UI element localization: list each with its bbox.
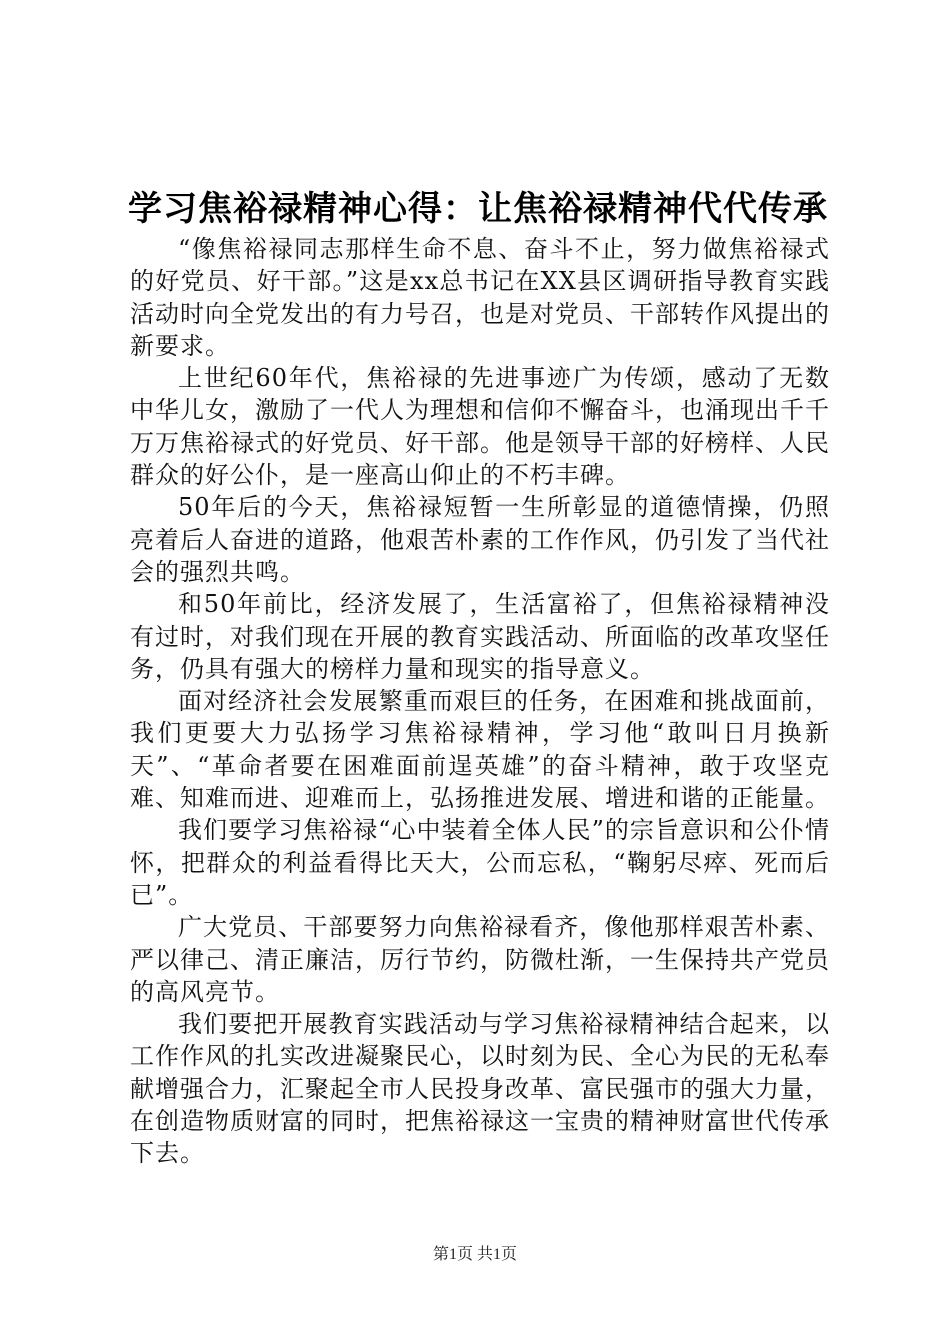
paragraph-3: 50年后的今天，焦裕禄短暂一生所彰显的道德情操，仍照亮着后人奋进的道路，他艰苦朴素的工作作风，仍引发了当代社会的强烈共鸣。 (130, 493, 830, 586)
paragraph-8: 我们要把开展教育实践活动与学习焦裕禄精神结合起来，以工作作风的扎实改进凝聚民心，以时刻为民、全心为民的无私奉献增强合力，汇聚起全市人民投身改革、富民强市的强大力量，在创造物质财富的同时，把焦裕禄这一宝贵的精神财富世代传承下去。 (130, 1010, 830, 1168)
paragraph-4: 和50年前比，经济发展了，生活富裕了，但焦裕禄精神没有过时，对我们现在开展的教育实践活动、所面临的改革攻坚任务，仍具有强大的榜样力量和现实的指导意义。 (130, 590, 830, 683)
paragraph-6: 我们要学习焦裕禄“心中装着全体人民”的宗旨意识和公仆情怀，把群众的利益看得比天大，公而忘私，“鞠躬尽瘁、死而后已”。 (130, 816, 830, 909)
page-number-footer: 第1页 共1页 (432, 1246, 517, 1263)
document-title: 学习焦裕禄精神心得：让焦裕禄精神代代传承 (128, 189, 828, 229)
paragraph-2: 上世纪60年代，焦裕禄的先进事迹广为传颂，感动了无数中华儿女，激励了一代人为理想和信仰不懈奋斗，也涌现出千千万万焦裕禄式的好党员、好干部。他是领导干部的好榜样、人民群众的好公仆，是一座高山仰止的不朽丰碑。 (130, 364, 830, 490)
paragraph-1: “像焦裕禄同志那样生命不息、奋斗不止，努力做焦裕禄式的好党员、好干部。”这是xx总书记在XX县区调研指导教育实践活动时向全党发出的有力号召，也是对党员、干部转作风提出的新要求。 (130, 235, 830, 360)
document-body (130, 233, 830, 1170)
paragraph-7: 广大党员、干部要努力向焦裕禄看齐，像他那样艰苦朴素、严以律己、清正廉洁，厉行节约，防微杜渐，一生保持共产党员的高风亮节。 (130, 913, 830, 1006)
paragraph-5: 面对经济社会发展繁重而艰巨的任务，在困难和挑战面前，我们更要大力弘扬学习焦裕禄精神，学习他“敢叫日月换新天”、“革命者要在困难面前逞英雄”的奋斗精神，敢于攻坚克难、知难而进、迎难而上，弘扬推进发展、增进和谐的正能量。 (130, 687, 830, 813)
